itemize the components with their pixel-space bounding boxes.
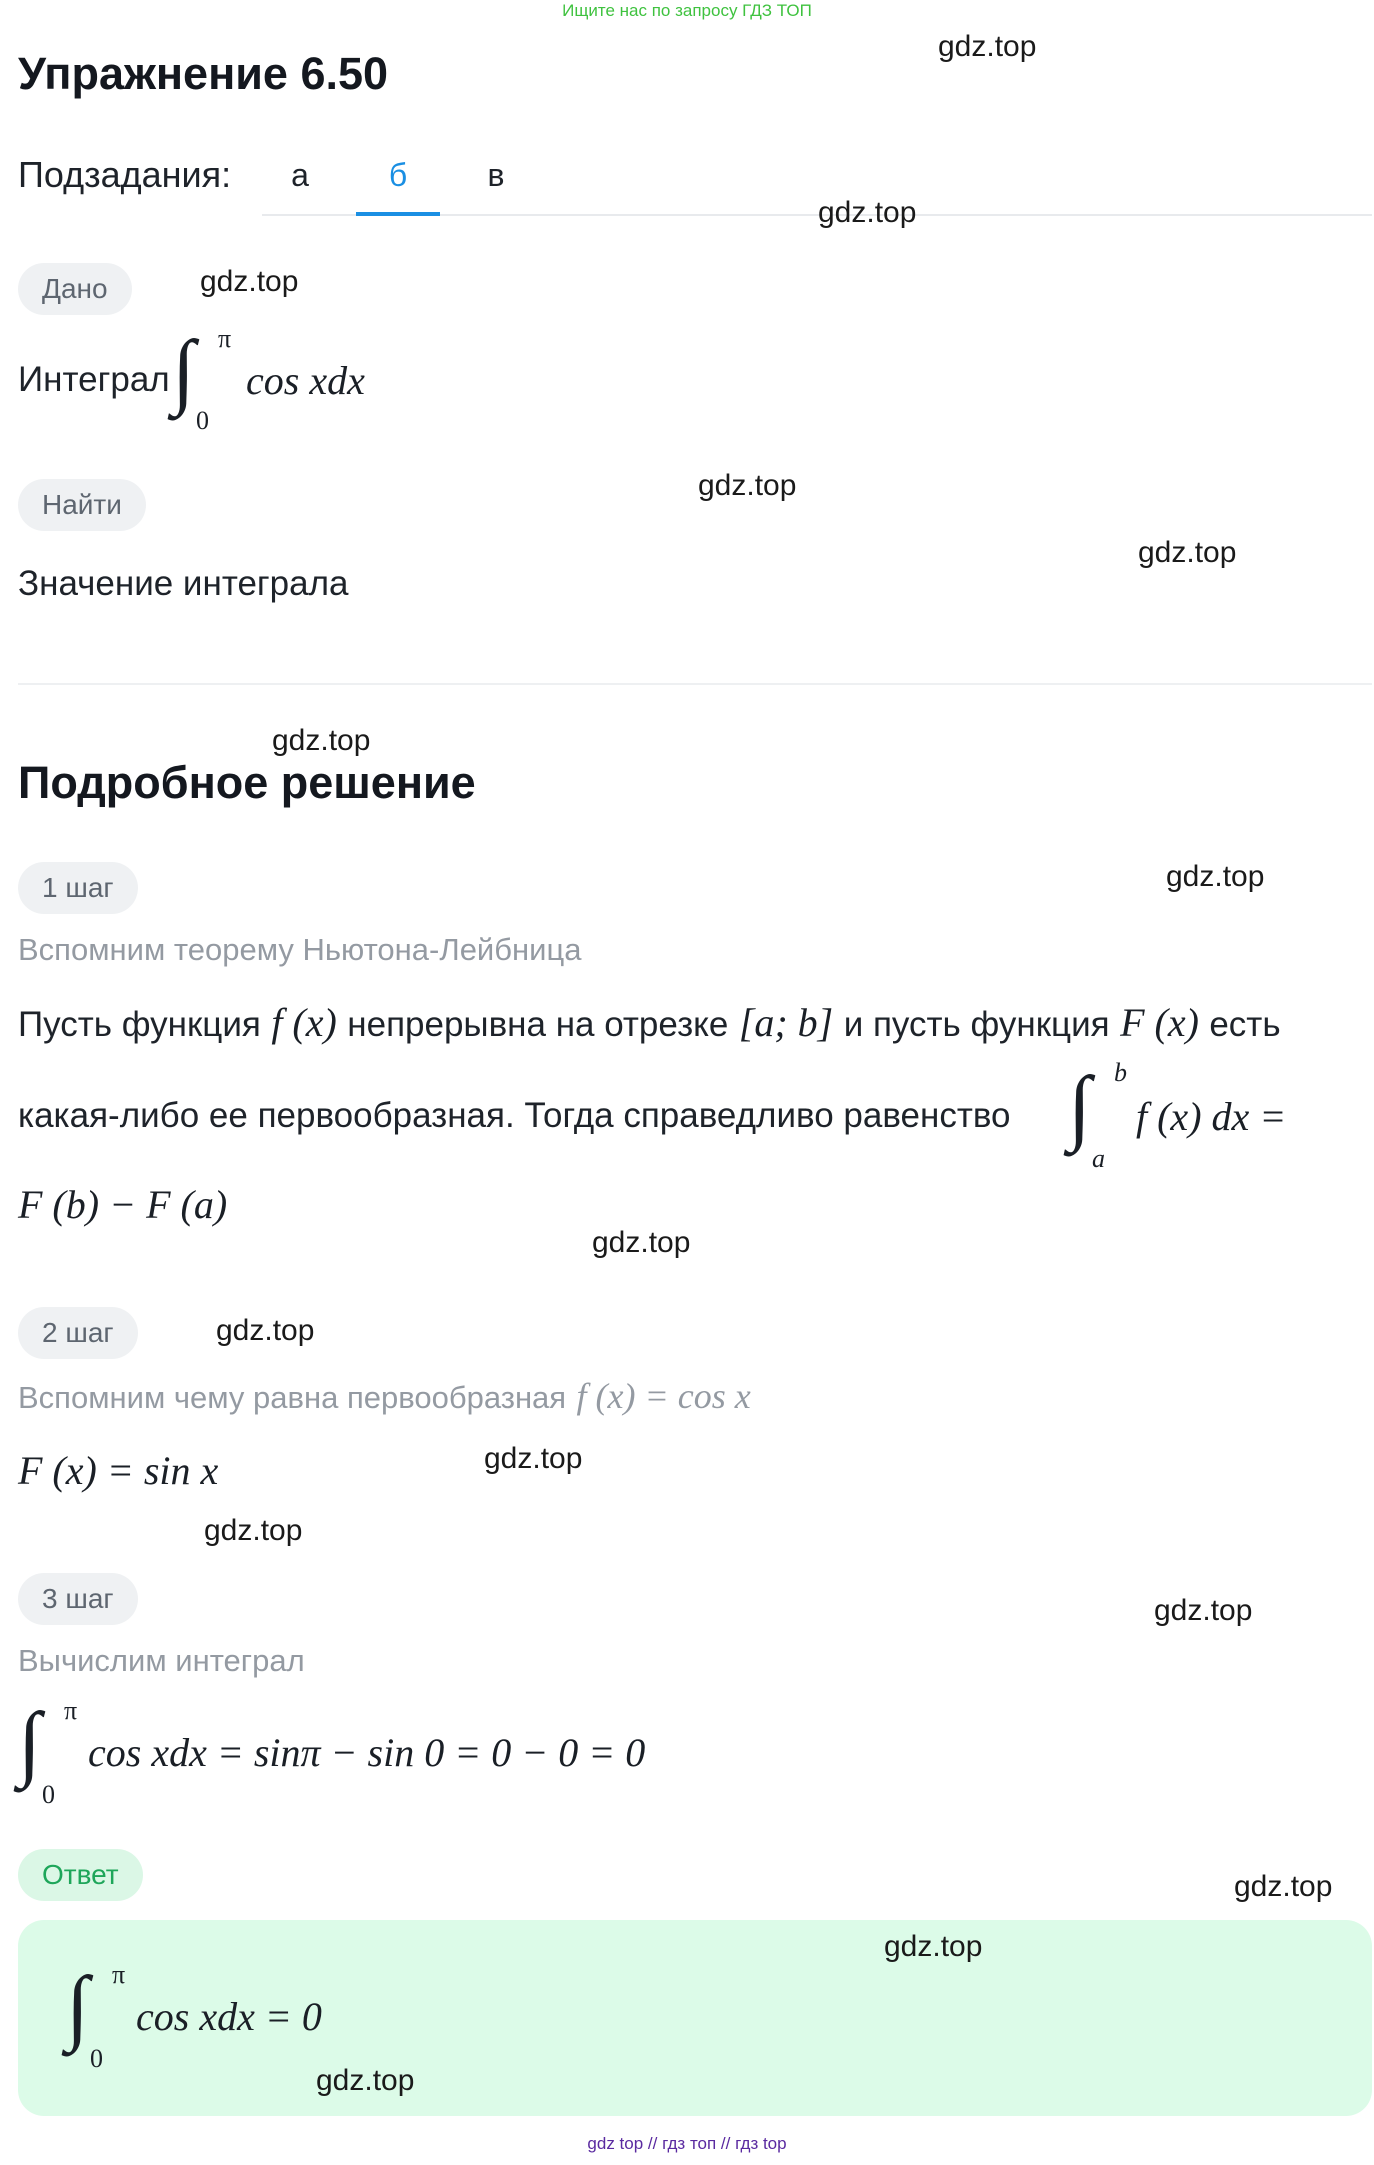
step1-integral-rhs: f (x) dx = <box>1136 1094 1287 1139</box>
step1-integral-lower: a <box>1092 1144 1105 1173</box>
step1-line1-d: есть <box>1209 1005 1281 1044</box>
find-text: Значение интеграла <box>18 564 349 603</box>
find-pill: Найти <box>18 479 146 531</box>
watermark: gdz.top <box>1138 536 1237 569</box>
step1-integral-upper: b <box>1114 1058 1127 1087</box>
given-integral-lower: 0 <box>196 406 209 435</box>
step2-pill: 2 шаг <box>18 1307 138 1359</box>
step1-integral: ∫ b a f (x) dx = <box>1068 1058 1287 1173</box>
promo-banner[interactable]: Ищите нас по запросу ГДЗ ТОП <box>562 1 812 20</box>
given-text: Интеграл <box>18 360 170 399</box>
section-divider <box>18 683 1372 685</box>
watermark: gdz.top <box>818 196 917 229</box>
watermark: gdz.top <box>204 1514 303 1547</box>
given-integral-integrand: cos xdx <box>246 358 365 403</box>
step3-pill: 3 шаг <box>18 1573 138 1625</box>
page-title: Упражнение 6.50 <box>18 48 389 99</box>
watermark: gdz.top <box>1234 1870 1333 1903</box>
step1-f-of-x: f (x) <box>271 1000 337 1045</box>
step1-line1-c: и пусть функция <box>843 1005 1110 1044</box>
watermark: gdz.top <box>1154 1594 1253 1627</box>
step3-integral-lower: 0 <box>42 1780 55 1809</box>
step1-line2: какая-либо ее первообразная. Тогда справедливо равенство <box>18 1096 1011 1135</box>
answer-result: cos xdx = 0 <box>136 1994 322 2039</box>
subtasks-label: Подзадания: <box>18 154 232 195</box>
step3-result: cos xdx = sinπ − sin 0 = 0 − 0 = 0 <box>88 1730 646 1775</box>
watermark: gdz.top <box>698 469 797 502</box>
given-pill: Дано <box>18 263 132 315</box>
step1-interval: [a; b] <box>738 1000 834 1045</box>
step3-caption: Вычислим интеграл <box>18 1643 305 1678</box>
answer-box <box>18 1920 1372 2116</box>
step1-line3: F (b) − F (a) <box>18 1182 228 1227</box>
watermark: gdz.top <box>592 1226 691 1259</box>
step3-integral-upper: π <box>64 1696 78 1725</box>
step1-line1 <box>18 998 1281 1048</box>
watermark: gdz.top <box>484 1442 583 1475</box>
watermark: gdz.top <box>216 1314 315 1347</box>
answer-integral-upper: π <box>112 1960 126 1989</box>
step2-caption: Вспомним чему равна первообразная <box>18 1380 567 1415</box>
answer-integral: ∫ π 0 cos xdx = 0 <box>66 1960 322 2073</box>
given-integral: ∫ π 0 cos xdx <box>172 324 365 435</box>
step2-caption-math: f (x) = cos x <box>576 1376 751 1416</box>
step1-F-of-x: F (x) <box>1120 1000 1199 1045</box>
step1-caption: Вспомним теорему Ньютона-Лейбница <box>18 932 582 967</box>
step1-pill: 1 шаг <box>18 862 138 914</box>
step1-line1-b: непрерывна на отрезке <box>347 1005 729 1044</box>
footer-links[interactable]: gdz top // гдз топ // гдз top <box>587 2134 787 2153</box>
tab-b[interactable]: б <box>356 150 440 216</box>
watermark: gdz.top <box>884 1930 983 1963</box>
given-integral-upper: π <box>218 324 232 353</box>
solution-title: Подробное решение <box>18 757 476 808</box>
step2-result: F (x) = sin x <box>18 1448 219 1493</box>
watermark: gdz.top <box>272 724 371 757</box>
answer-pill: Ответ <box>18 1849 143 1901</box>
tab-v[interactable]: в <box>487 157 505 193</box>
step1-line1-a: Пусть функция <box>18 1005 261 1044</box>
watermark: gdz.top <box>200 265 299 298</box>
step2-caption-row <box>18 1374 751 1418</box>
watermark: gdz.top <box>938 30 1037 63</box>
answer-integral-lower: 0 <box>90 2044 103 2073</box>
step3-integral: ∫ π 0 cos xdx = sinπ − sin 0 = 0 − 0 = 0 <box>18 1696 646 1809</box>
watermark: gdz.top <box>1166 860 1265 893</box>
watermark: gdz.top <box>316 2064 415 2097</box>
tab-a[interactable]: а <box>291 157 309 193</box>
